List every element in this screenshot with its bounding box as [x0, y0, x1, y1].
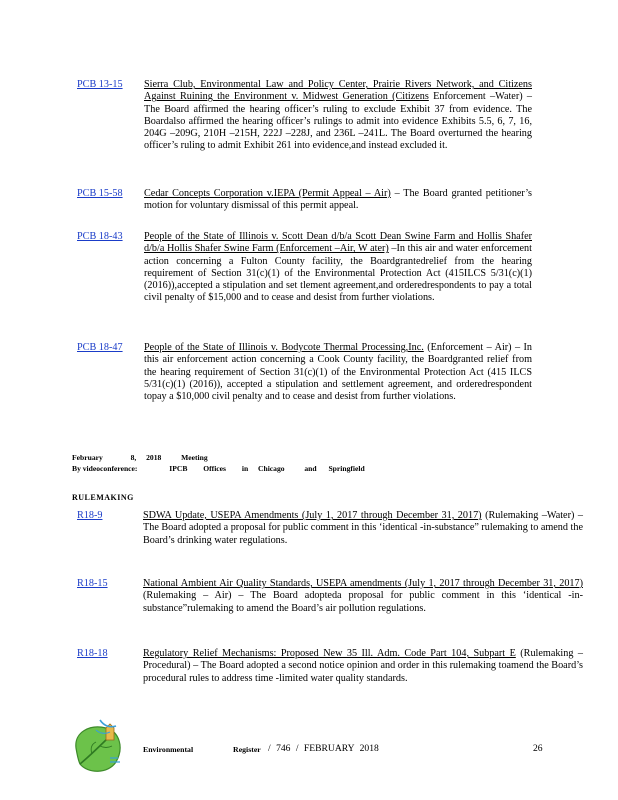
rulemaking-summary: (Rulemaking – Air) – The Board adopteda proposal for public comment in this ‘identical -in-substance”rulemaking to amend the Board’s air pollution regulations.	[143, 590, 583, 614]
footer-publication-text: Environmental Register	[143, 745, 261, 754]
case-title: People of the State of Illinois v. Bodycote Thermal Processing,Inc.	[144, 342, 424, 353]
meeting-header	[72, 452, 365, 474]
rulemaking-summary: (Rulemaking –Procedural) – The Board adopted a second notice opinion and order in this rulemaking toamend the Board’s procedural rules to address time -limited water quality standards.	[143, 648, 583, 684]
case-title: People of the State of Illinois v. Scott Dean d/b/a Scott Dean Swine Farm and Hollis Shafer d/b/a Hollis Shafer Swine Farm (Enforcement –Air, W ater)	[144, 231, 532, 255]
rulemaking-link[interactable]: R18-18	[77, 648, 108, 659]
rulemaking-summary: (Rulemaking –Water) –The Board adopted a proposal for public comment in this ‘identical -in-substance” rulemaking to amend the Board’s drinking water regulations.	[143, 510, 583, 546]
rulemaking-link[interactable]: R18-15	[77, 578, 108, 589]
register-logo	[70, 718, 126, 776]
case-link[interactable]: PCB 13-15	[77, 79, 123, 90]
rulemaking-title: SDWA Update, USEPA Amendments (July 1, 2017 through December 31, 2017)	[143, 510, 482, 521]
meeting-word: Chicago	[257, 464, 285, 473]
section-heading: RULEMAKING	[72, 493, 134, 502]
meeting-location-line	[72, 463, 365, 474]
meeting-label: Meeting	[181, 453, 208, 462]
meeting-month: February	[72, 453, 103, 462]
meeting-word: IPCB	[169, 464, 188, 473]
footer-page-number: 26	[533, 743, 543, 754]
meeting-mode: By videoconference:	[72, 464, 138, 473]
meeting-word: Offices	[203, 464, 227, 473]
case-summary: – The Board granted petitioner’s motion for voluntary dismissal of this permit appeal.	[144, 188, 532, 212]
case-summary: –In this air and water enforcement action concerning a Fulton County facility, the Boardgrantedrelief from the hearing requirement of Section 31(c)(1) of the Environmental Protection Act (415ILCS 5/31(c)(1) (2016)),accepted a stipulation and set tlement agreement,and orderedrespondents to pay a total civil penalty of $15,000 and to cease and desist from further violations.	[144, 243, 532, 304]
footer-volume: / 746 / FEBRUARY 2018	[268, 743, 379, 754]
meeting-word: in	[241, 464, 249, 473]
meeting-day: 8,	[130, 453, 137, 462]
rulemaking-link[interactable]: R18-9	[77, 510, 103, 521]
case-link[interactable]: PCB 18-47	[77, 342, 123, 353]
case-title: Cedar Concepts Corporation v.IEPA (Permit Appeal – Air)	[144, 188, 391, 199]
meeting-word: Springfield	[328, 464, 365, 473]
meeting-word: and	[304, 464, 317, 473]
case-entry	[77, 79, 532, 153]
case-entry	[77, 231, 532, 305]
footer-publication	[143, 745, 261, 754]
rulemaking-title: Regulatory Relief Mechanisms: Proposed New 35 Ill. Adm. Code Part 104, Subpart E	[143, 648, 516, 659]
case-link[interactable]: PCB 18-43	[77, 231, 123, 242]
meeting-year: 2018	[146, 453, 162, 462]
case-entry	[77, 188, 532, 213]
meeting-date-line	[72, 452, 365, 463]
case-summary: (Enforcement – Air) – In this air enforcement action concerning a Cook County facility, the Boardgranted relief from the hearing requirement of Section 31(c)(1) of the Environmental Protection Act (415 ILCS 5/31(c)(1) (2016)), accepted a stipulation and settlement agreement, and orderedrespondent topay a $10,000 civil penalty and to cease and desist from further violations.	[144, 342, 532, 403]
rulemaking-entry	[77, 510, 583, 547]
rulemaking-entry	[77, 648, 583, 685]
case-summary: Enforcement –Water) – The Board affirmed the hearing officer’s ruling to exclude Exhibit 37 from evidence. The Boardalso affirmed the hearing officer’s rulings to admit into evidence Exhibits 5.5, 6, 7, 16, 204G –209G, 210H –215H, 222J –228J, and 236L –241L. The Board overturned the hearing officer’s ruling to admit Exhibit 261 into evidence,and instead excluded it.	[144, 91, 532, 152]
rulemaking-entry	[77, 578, 583, 615]
rulemaking-title: National Ambient Air Quality Standards, USEPA amendments (July 1, 2017 through December 31, 2017)	[143, 578, 583, 589]
case-title: Sierra Club, Environmental Law and Policy Center, Prairie Rivers Network, and Citizens Against Ruining the Environment v. Midwest Generation (Citizens	[144, 79, 532, 103]
case-entry	[77, 342, 532, 403]
case-link[interactable]: PCB 15-58	[77, 188, 123, 199]
